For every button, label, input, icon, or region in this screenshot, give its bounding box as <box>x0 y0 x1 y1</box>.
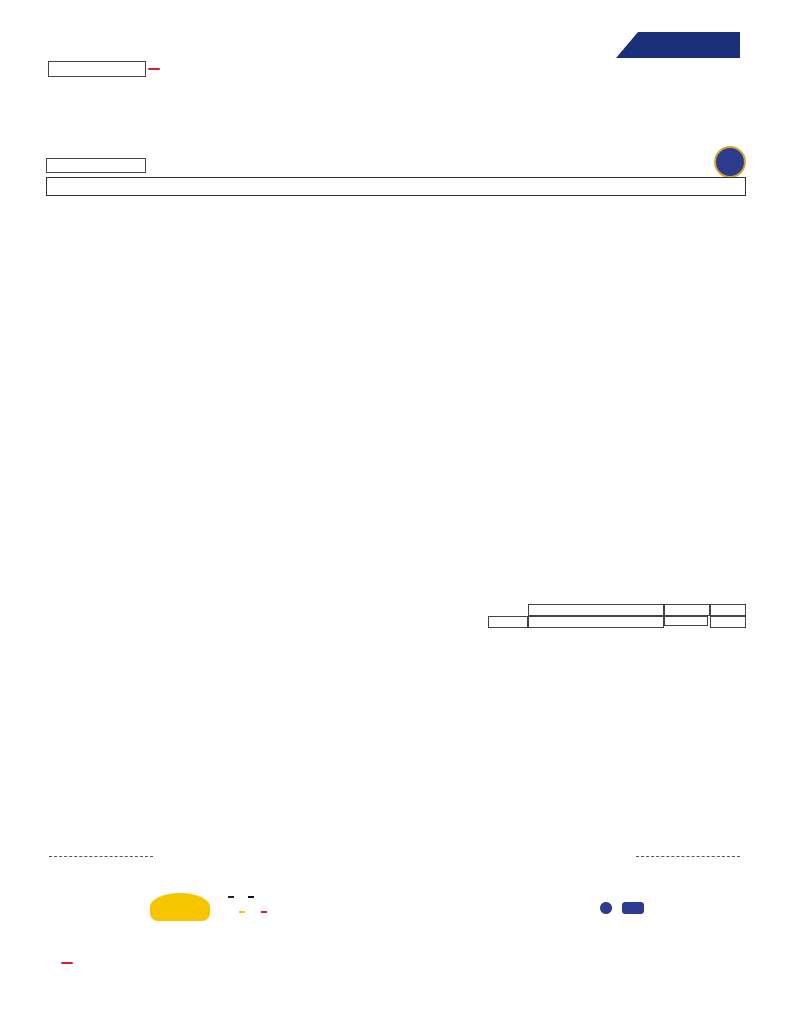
mrb-logo-footer <box>61 962 73 964</box>
federation-small-icon <box>622 902 644 914</box>
imi-badge-icon <box>714 146 746 178</box>
timing-service-text <box>148 63 160 75</box>
fastest-zero <box>664 616 708 626</box>
sport-center-box <box>48 61 146 77</box>
fastest-name <box>528 616 664 628</box>
sponsor-pirelli <box>239 911 245 913</box>
shell-logo <box>150 893 210 921</box>
sponsor-strip-bottom <box>228 911 278 913</box>
sponsor-irc <box>268 896 274 898</box>
sponsor-akf <box>250 911 256 913</box>
sponsor-gs-astra <box>228 911 234 913</box>
pole-extra <box>710 604 746 616</box>
pole-name <box>528 604 664 616</box>
chief-signature-line <box>49 856 153 857</box>
sponsor-strip-top <box>228 896 274 898</box>
fastest-empty <box>710 616 746 628</box>
sponsor-sky <box>272 911 278 913</box>
imi-small-icon <box>600 902 612 914</box>
sponsor-yuasa <box>258 896 264 898</box>
lap-length-box <box>46 158 146 173</box>
sponsor-kyb <box>238 896 244 898</box>
yamaha-banner <box>616 32 740 58</box>
pole-time <box>664 604 710 616</box>
clerk-signature-line <box>636 856 740 857</box>
sponsor-hok <box>261 911 267 913</box>
sponsor-yamalube <box>228 896 234 898</box>
official-timing <box>49 957 73 967</box>
results-header <box>46 177 746 196</box>
fastest-lap <box>488 616 528 628</box>
sponsor-m <box>248 896 254 898</box>
mrb-logo <box>148 68 160 70</box>
